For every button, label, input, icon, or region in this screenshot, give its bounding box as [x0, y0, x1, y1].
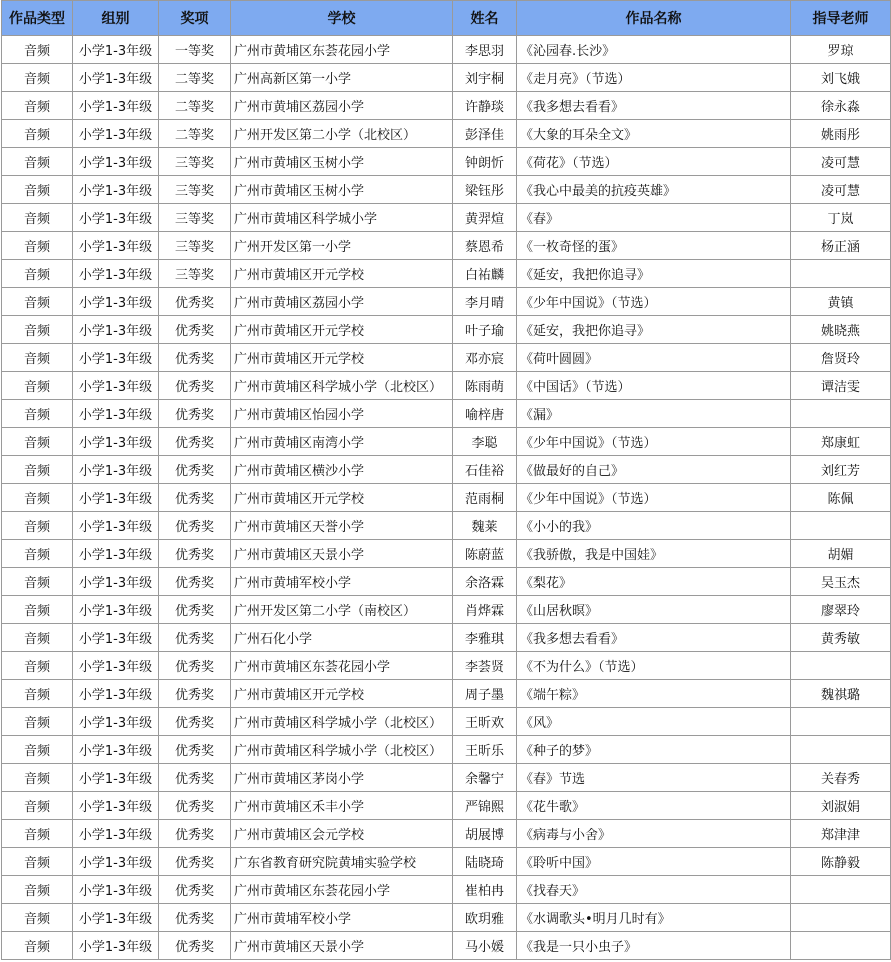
table-row [2, 624, 891, 652]
cell-teacher: 罗琼 [791, 36, 891, 64]
cell-school: 广州市黄埔区科学城小学（北校区） [231, 736, 453, 764]
cell-group: 小学1-3年级 [73, 36, 159, 64]
cell-group: 小学1-3年级 [73, 372, 159, 400]
cell-group: 小学1-3年级 [73, 260, 159, 288]
cell-school: 广州市黄埔区天景小学 [231, 540, 453, 568]
cell-name: 王昕乐 [453, 736, 517, 764]
cell-teacher: 关春秀 [791, 764, 891, 792]
cell-award: 优秀奖 [159, 540, 231, 568]
cell-work-type: 音频 [2, 596, 73, 624]
cell-school: 广州市黄埔区科学城小学 [231, 204, 453, 232]
cell-teacher: 谭洁雯 [791, 372, 891, 400]
cell-name: 胡展博 [453, 820, 517, 848]
cell-work-type: 音频 [2, 848, 73, 876]
cell-name: 陈雨萌 [453, 372, 517, 400]
cell-name: 彭泽佳 [453, 120, 517, 148]
cell-school: 广州开发区第二小学（南校区） [231, 596, 453, 624]
cell-teacher [791, 400, 891, 428]
cell-name: 刘宇桐 [453, 64, 517, 92]
cell-name: 严锦熙 [453, 792, 517, 820]
cell-work-type: 音频 [2, 624, 73, 652]
cell-teacher: 刘飞娥 [791, 64, 891, 92]
cell-school: 广州市黄埔区茅岗小学 [231, 764, 453, 792]
table-row [2, 400, 891, 428]
table-row [2, 512, 891, 540]
cell-award: 三等奖 [159, 204, 231, 232]
table-row [2, 820, 891, 848]
cell-name: 李荟贤 [453, 652, 517, 680]
cell-work-title: 《漏》 [517, 400, 791, 428]
cell-award: 二等奖 [159, 92, 231, 120]
cell-group: 小学1-3年级 [73, 596, 159, 624]
cell-name: 梁钰彤 [453, 176, 517, 204]
table-row [2, 316, 891, 344]
cell-work-type: 音频 [2, 652, 73, 680]
cell-school: 广州市黄埔区东荟花园小学 [231, 652, 453, 680]
cell-name: 王昕欢 [453, 708, 517, 736]
cell-work-title: 《种子的梦》 [517, 736, 791, 764]
cell-work-title: 《山居秋暝》 [517, 596, 791, 624]
cell-work-title: 《荷花》（节选） [517, 148, 791, 176]
cell-work-title: 《病毒与小舍》 [517, 820, 791, 848]
cell-work-type: 音频 [2, 232, 73, 260]
cell-teacher: 徐永淼 [791, 92, 891, 120]
cell-teacher: 陈静毅 [791, 848, 891, 876]
table-row [2, 764, 891, 792]
cell-work-title: 《找春天》 [517, 876, 791, 904]
cell-award: 优秀奖 [159, 568, 231, 596]
cell-award: 优秀奖 [159, 904, 231, 932]
cell-teacher: 黄镇 [791, 288, 891, 316]
table-row [2, 120, 891, 148]
cell-award: 优秀奖 [159, 316, 231, 344]
cell-work-type: 音频 [2, 708, 73, 736]
cell-work-type: 音频 [2, 204, 73, 232]
awards-table [1, 0, 891, 960]
cell-school: 广州市黄埔军校小学 [231, 904, 453, 932]
cell-teacher: 姚雨彤 [791, 120, 891, 148]
cell-group: 小学1-3年级 [73, 204, 159, 232]
cell-school: 广州开发区第一小学 [231, 232, 453, 260]
cell-work-type: 音频 [2, 428, 73, 456]
table-body [2, 36, 891, 960]
cell-group: 小学1-3年级 [73, 456, 159, 484]
table-row [2, 652, 891, 680]
cell-school: 广州市黄埔区天景小学 [231, 932, 453, 960]
cell-group: 小学1-3年级 [73, 484, 159, 512]
cell-work-title: 《春》节选 [517, 764, 791, 792]
cell-name: 肖烨霖 [453, 596, 517, 624]
cell-teacher: 姚晓燕 [791, 316, 891, 344]
cell-work-type: 音频 [2, 120, 73, 148]
table-row [2, 736, 891, 764]
cell-group: 小学1-3年级 [73, 680, 159, 708]
cell-group: 小学1-3年级 [73, 64, 159, 92]
cell-group: 小学1-3年级 [73, 764, 159, 792]
cell-work-type: 音频 [2, 148, 73, 176]
cell-group: 小学1-3年级 [73, 232, 159, 260]
cell-work-type: 音频 [2, 736, 73, 764]
cell-name: 蔡恩希 [453, 232, 517, 260]
cell-school: 广州市黄埔区玉树小学 [231, 176, 453, 204]
cell-award: 优秀奖 [159, 428, 231, 456]
cell-work-type: 音频 [2, 344, 73, 372]
cell-teacher [791, 652, 891, 680]
cell-work-title: 《水调歌头•明月几时有》 [517, 904, 791, 932]
cell-work-type: 音频 [2, 876, 73, 904]
cell-award: 优秀奖 [159, 372, 231, 400]
table-row [2, 428, 891, 456]
cell-work-type: 音频 [2, 904, 73, 932]
cell-school: 广州市黄埔区荔园小学 [231, 288, 453, 316]
cell-name: 欧玥雅 [453, 904, 517, 932]
cell-work-type: 音频 [2, 288, 73, 316]
cell-school: 广州市黄埔区会元学校 [231, 820, 453, 848]
cell-work-title: 《一枚奇怪的蛋》 [517, 232, 791, 260]
cell-name: 范雨桐 [453, 484, 517, 512]
cell-award: 优秀奖 [159, 848, 231, 876]
cell-group: 小学1-3年级 [73, 176, 159, 204]
table-row [2, 876, 891, 904]
cell-group: 小学1-3年级 [73, 568, 159, 596]
cell-work-type: 音频 [2, 92, 73, 120]
cell-school: 广州市黄埔区开元学校 [231, 680, 453, 708]
cell-school: 广州市黄埔区东荟花园小学 [231, 876, 453, 904]
table-row [2, 456, 891, 484]
cell-work-title: 《风》 [517, 708, 791, 736]
cell-school: 广州市黄埔区科学城小学（北校区） [231, 372, 453, 400]
cell-teacher [791, 932, 891, 960]
cell-group: 小学1-3年级 [73, 92, 159, 120]
cell-school: 广州市黄埔区天誉小学 [231, 512, 453, 540]
cell-school: 广州市黄埔区开元学校 [231, 344, 453, 372]
cell-group: 小学1-3年级 [73, 400, 159, 428]
cell-award: 优秀奖 [159, 624, 231, 652]
table-row [2, 848, 891, 876]
cell-award: 优秀奖 [159, 792, 231, 820]
cell-name: 许静琰 [453, 92, 517, 120]
cell-award: 优秀奖 [159, 344, 231, 372]
table-row [2, 204, 891, 232]
table-row [2, 260, 891, 288]
cell-work-type: 音频 [2, 260, 73, 288]
cell-school: 广州石化小学 [231, 624, 453, 652]
cell-award: 优秀奖 [159, 680, 231, 708]
cell-work-title: 《荷叶圆圆》 [517, 344, 791, 372]
table-row [2, 540, 891, 568]
cell-award: 优秀奖 [159, 512, 231, 540]
cell-teacher: 丁岚 [791, 204, 891, 232]
cell-name: 李思羽 [453, 36, 517, 64]
cell-work-type: 音频 [2, 540, 73, 568]
cell-school: 广州市黄埔区禾丰小学 [231, 792, 453, 820]
cell-work-title: 《聆听中国》 [517, 848, 791, 876]
cell-award: 优秀奖 [159, 288, 231, 316]
cell-name: 魏莱 [453, 512, 517, 540]
table-row [2, 372, 891, 400]
cell-work-type: 音频 [2, 64, 73, 92]
cell-group: 小学1-3年级 [73, 932, 159, 960]
cell-school: 广州市黄埔军校小学 [231, 568, 453, 596]
cell-school: 广州高新区第一小学 [231, 64, 453, 92]
table-row [2, 176, 891, 204]
cell-school: 广州市黄埔区开元学校 [231, 484, 453, 512]
cell-group: 小学1-3年级 [73, 624, 159, 652]
table-row [2, 568, 891, 596]
cell-group: 小学1-3年级 [73, 540, 159, 568]
cell-work-title: 《不为什么》（节选） [517, 652, 791, 680]
cell-work-title: 《少年中国说》（节选） [517, 288, 791, 316]
cell-award: 优秀奖 [159, 484, 231, 512]
header-teacher: 指导老师 [791, 1, 891, 36]
cell-work-title: 《小小的我》 [517, 512, 791, 540]
cell-teacher: 刘红芳 [791, 456, 891, 484]
cell-work-type: 音频 [2, 764, 73, 792]
cell-work-type: 音频 [2, 36, 73, 64]
cell-award: 优秀奖 [159, 708, 231, 736]
cell-award: 优秀奖 [159, 596, 231, 624]
cell-name: 李雅琪 [453, 624, 517, 652]
table-row [2, 148, 891, 176]
cell-name: 余馨宁 [453, 764, 517, 792]
table-row [2, 36, 891, 64]
header-name: 姓名 [453, 1, 517, 36]
header-award: 奖项 [159, 1, 231, 36]
cell-school: 广州市黄埔区荔园小学 [231, 92, 453, 120]
cell-work-title: 《沁园春.长沙》 [517, 36, 791, 64]
cell-award: 三等奖 [159, 260, 231, 288]
cell-award: 优秀奖 [159, 932, 231, 960]
cell-name: 黄羿煊 [453, 204, 517, 232]
cell-name: 陆晓琦 [453, 848, 517, 876]
cell-group: 小学1-3年级 [73, 316, 159, 344]
cell-work-type: 音频 [2, 680, 73, 708]
cell-school: 广州市黄埔区东荟花园小学 [231, 36, 453, 64]
cell-award: 优秀奖 [159, 736, 231, 764]
cell-name: 周子墨 [453, 680, 517, 708]
cell-name: 余洛霖 [453, 568, 517, 596]
cell-work-type: 音频 [2, 456, 73, 484]
cell-group: 小学1-3年级 [73, 736, 159, 764]
cell-teacher: 刘淑娟 [791, 792, 891, 820]
cell-work-title: 《做最好的自己》 [517, 456, 791, 484]
cell-teacher: 凌可慧 [791, 176, 891, 204]
cell-teacher: 杨正涵 [791, 232, 891, 260]
cell-work-title: 《大象的耳朵全文》 [517, 120, 791, 148]
cell-group: 小学1-3年级 [73, 904, 159, 932]
cell-award: 优秀奖 [159, 876, 231, 904]
cell-school: 广州市黄埔区开元学校 [231, 260, 453, 288]
table-row [2, 708, 891, 736]
cell-school: 广东省教育研究院黄埔实验学校 [231, 848, 453, 876]
cell-group: 小学1-3年级 [73, 288, 159, 316]
cell-teacher: 魏祺璐 [791, 680, 891, 708]
cell-teacher: 胡媚 [791, 540, 891, 568]
cell-group: 小学1-3年级 [73, 848, 159, 876]
cell-work-title: 《春》 [517, 204, 791, 232]
cell-work-title: 《延安，我把你追寻》 [517, 260, 791, 288]
cell-work-title: 《我骄傲，我是中国娃》 [517, 540, 791, 568]
cell-teacher: 陈佩 [791, 484, 891, 512]
cell-teacher [791, 708, 891, 736]
cell-group: 小学1-3年级 [73, 120, 159, 148]
cell-award: 三等奖 [159, 232, 231, 260]
cell-award: 优秀奖 [159, 652, 231, 680]
table-row [2, 484, 891, 512]
cell-work-title: 《我是一只小虫子》 [517, 932, 791, 960]
cell-award: 三等奖 [159, 176, 231, 204]
cell-work-title: 《延安，我把你追寻》 [517, 316, 791, 344]
cell-award: 三等奖 [159, 148, 231, 176]
table-row [2, 792, 891, 820]
cell-name: 崔柏冉 [453, 876, 517, 904]
cell-name: 白祐麟 [453, 260, 517, 288]
table-row [2, 288, 891, 316]
cell-work-type: 音频 [2, 400, 73, 428]
cell-award: 优秀奖 [159, 400, 231, 428]
cell-award: 二等奖 [159, 120, 231, 148]
cell-work-title: 《少年中国说》（节选） [517, 484, 791, 512]
cell-group: 小学1-3年级 [73, 148, 159, 176]
cell-teacher [791, 876, 891, 904]
cell-name: 叶子瑜 [453, 316, 517, 344]
cell-work-type: 音频 [2, 820, 73, 848]
cell-school: 广州开发区第二小学（北校区） [231, 120, 453, 148]
table-row [2, 680, 891, 708]
table-row [2, 232, 891, 260]
cell-name: 李月晴 [453, 288, 517, 316]
cell-teacher: 廖翠玲 [791, 596, 891, 624]
cell-teacher [791, 512, 891, 540]
cell-name: 石佳裕 [453, 456, 517, 484]
cell-work-type: 音频 [2, 176, 73, 204]
cell-name: 李聪 [453, 428, 517, 456]
header-work-title: 作品名称 [517, 1, 791, 36]
cell-school: 广州市黄埔区开元学校 [231, 316, 453, 344]
cell-award: 优秀奖 [159, 820, 231, 848]
cell-name: 陈蔚蓝 [453, 540, 517, 568]
table-row [2, 904, 891, 932]
cell-group: 小学1-3年级 [73, 512, 159, 540]
cell-teacher: 吴玉杰 [791, 568, 891, 596]
cell-school: 广州市黄埔区玉树小学 [231, 148, 453, 176]
cell-school: 广州市黄埔区怡园小学 [231, 400, 453, 428]
cell-award: 一等奖 [159, 36, 231, 64]
cell-school: 广州市黄埔区科学城小学（北校区） [231, 708, 453, 736]
cell-teacher [791, 904, 891, 932]
table-row [2, 344, 891, 372]
cell-teacher: 詹贤玲 [791, 344, 891, 372]
cell-school: 广州市黄埔区南湾小学 [231, 428, 453, 456]
cell-work-type: 音频 [2, 316, 73, 344]
cell-group: 小学1-3年级 [73, 820, 159, 848]
cell-school: 广州市黄埔区横沙小学 [231, 456, 453, 484]
cell-work-type: 音频 [2, 792, 73, 820]
cell-work-type: 音频 [2, 372, 73, 400]
cell-work-type: 音频 [2, 568, 73, 596]
header-row [2, 1, 891, 36]
table-row [2, 932, 891, 960]
cell-award: 二等奖 [159, 64, 231, 92]
cell-work-title: 《端午粽》 [517, 680, 791, 708]
cell-work-title: 《梨花》 [517, 568, 791, 596]
cell-name: 喻梓唐 [453, 400, 517, 428]
cell-teacher: 黄秀敏 [791, 624, 891, 652]
table-row [2, 596, 891, 624]
cell-group: 小学1-3年级 [73, 792, 159, 820]
cell-work-title: 《走月亮》（节选） [517, 64, 791, 92]
cell-teacher: 郑康虹 [791, 428, 891, 456]
cell-name: 马小媛 [453, 932, 517, 960]
cell-award: 优秀奖 [159, 764, 231, 792]
table-row [2, 92, 891, 120]
cell-work-title: 《我多想去看看》 [517, 92, 791, 120]
table-row [2, 64, 891, 92]
cell-teacher: 凌可慧 [791, 148, 891, 176]
cell-work-title: 《少年中国说》（节选） [517, 428, 791, 456]
header-school: 学校 [231, 1, 453, 36]
cell-group: 小学1-3年级 [73, 876, 159, 904]
cell-work-type: 音频 [2, 484, 73, 512]
cell-work-type: 音频 [2, 512, 73, 540]
cell-name: 邓亦宸 [453, 344, 517, 372]
cell-name: 钟朗忻 [453, 148, 517, 176]
header-group: 组别 [73, 1, 159, 36]
cell-group: 小学1-3年级 [73, 652, 159, 680]
header-work-type: 作品类型 [2, 1, 73, 36]
cell-group: 小学1-3年级 [73, 428, 159, 456]
cell-award: 优秀奖 [159, 456, 231, 484]
cell-work-type: 音频 [2, 932, 73, 960]
cell-teacher [791, 260, 891, 288]
cell-work-title: 《花牛歌》 [517, 792, 791, 820]
cell-teacher [791, 736, 891, 764]
cell-group: 小学1-3年级 [73, 708, 159, 736]
cell-teacher: 郑津津 [791, 820, 891, 848]
cell-work-title: 《我心中最美的抗疫英雄》 [517, 176, 791, 204]
cell-work-title: 《中国话》（节选） [517, 372, 791, 400]
cell-work-title: 《我多想去看看》 [517, 624, 791, 652]
cell-group: 小学1-3年级 [73, 344, 159, 372]
